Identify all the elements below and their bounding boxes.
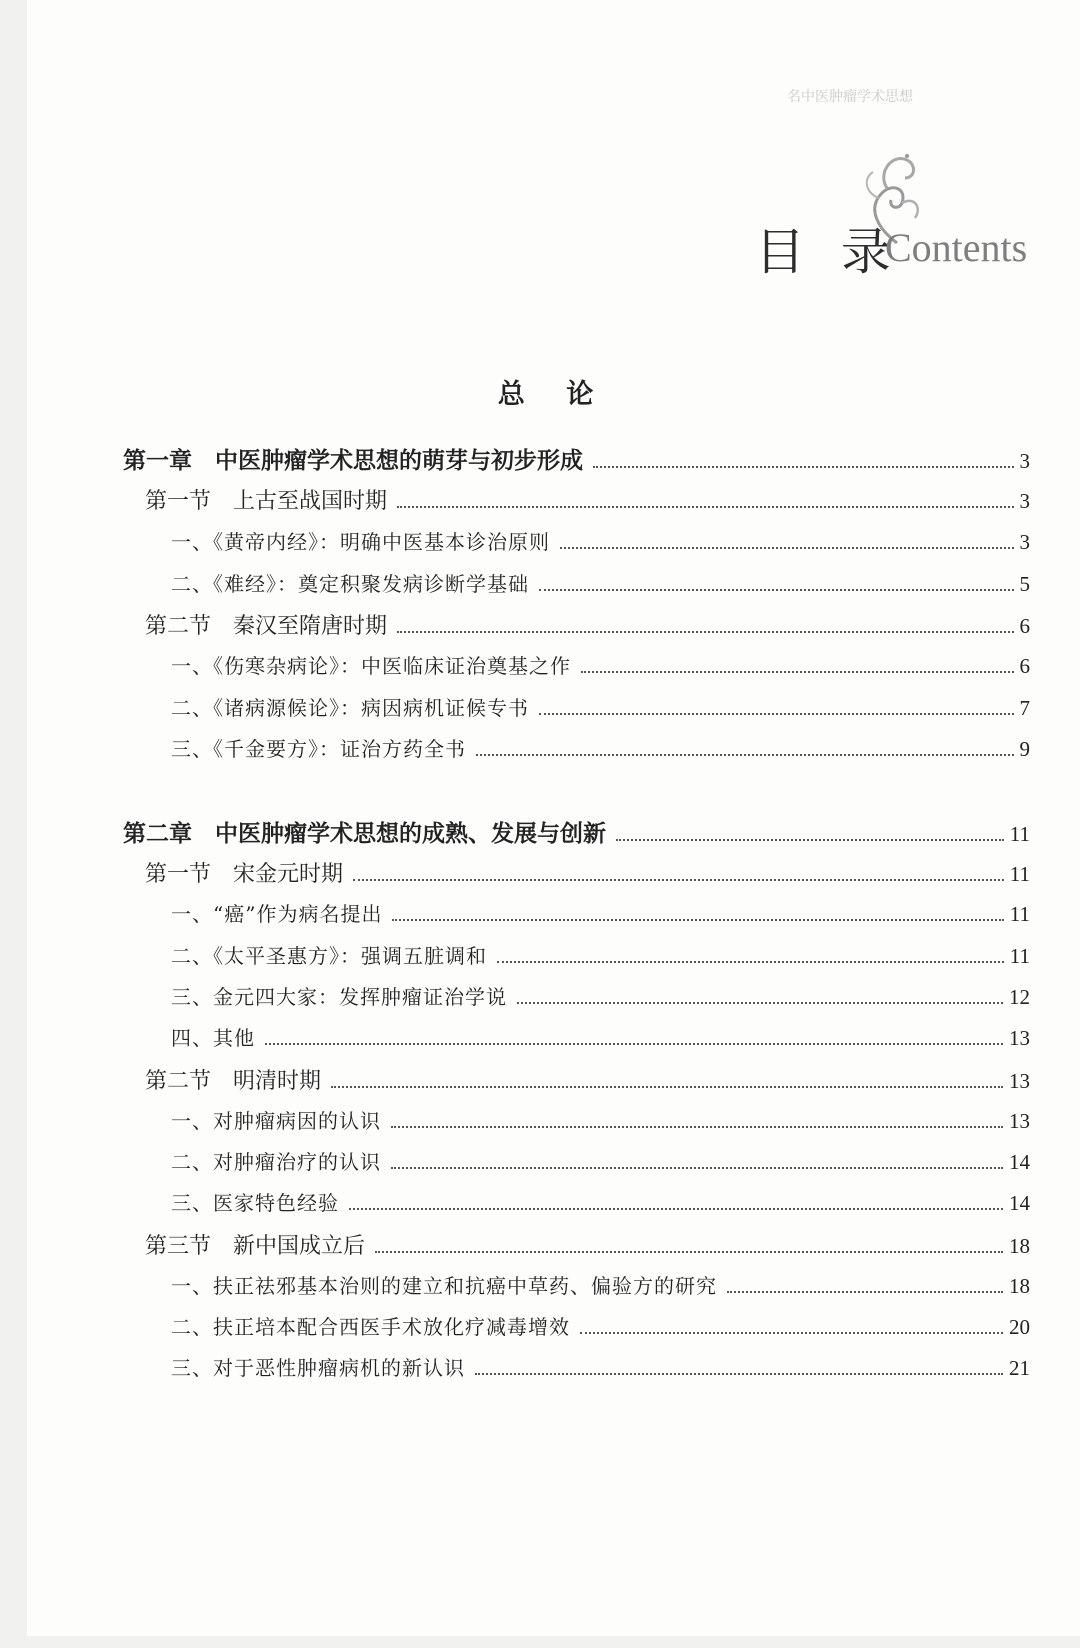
toc-entry-chapter[interactable] <box>123 815 1030 847</box>
toc-page-number: 11 <box>1009 822 1030 846</box>
toc-entry-label: 二、《诸病源候论》：病因病机证候专书 <box>171 696 529 720</box>
toc-entry-label: 一、《黄帝内经》：明确中医基本诊治原则 <box>171 530 550 554</box>
toc-entry-section[interactable] <box>145 1064 1030 1096</box>
leader-dots <box>391 1126 1003 1128</box>
toc-page-number: 11 <box>1009 902 1030 926</box>
leader-dots <box>331 1086 1003 1088</box>
toc-entry-section[interactable] <box>145 1229 1030 1261</box>
toc-page-number: 21 <box>1009 1356 1030 1380</box>
leader-dots <box>517 1002 1003 1004</box>
toc-page-number: 3 <box>1019 449 1030 473</box>
leader-dots <box>475 1373 1003 1375</box>
toc-page-number: 18 <box>1009 1274 1030 1298</box>
toc-page-number: 3 <box>1019 489 1030 513</box>
toc-entry-label: 四、其他 <box>171 1026 255 1050</box>
toc-entry-section[interactable] <box>145 857 1030 889</box>
leader-dots <box>349 1208 1003 1210</box>
leader-dots <box>580 1332 1003 1334</box>
toc-page-number: 5 <box>1019 572 1030 596</box>
toc-page-number: 20 <box>1009 1315 1030 1339</box>
leader-dots <box>560 547 1014 549</box>
leader-dots <box>616 839 1004 841</box>
leader-dots <box>476 754 1014 756</box>
toc-page-number: 12 <box>1009 985 1030 1009</box>
toc-entry-label: 第二节 明清时期 <box>145 1069 322 1094</box>
toc-entry-item[interactable] <box>171 650 1030 682</box>
toc-entry-label: 一、对肿瘤病因的认识 <box>171 1109 381 1133</box>
leader-dots <box>391 1167 1003 1169</box>
toc-page-number: 7 <box>1019 696 1030 720</box>
toc-entry-label: 一、扶正祛邪基本治则的建立和抗癌中草药、偏验方的研究 <box>171 1274 717 1298</box>
toc-page-number: 13 <box>1009 1026 1030 1050</box>
toc-entry-section[interactable] <box>145 609 1030 641</box>
toc-entry-item[interactable] <box>171 692 1030 724</box>
page-title-english: Contents <box>885 225 1028 270</box>
toc-entry-label: 第三节 新中国成立后 <box>145 1234 366 1259</box>
toc-entry-item[interactable] <box>171 981 1030 1013</box>
leader-dots <box>539 589 1014 591</box>
leader-dots <box>397 506 1013 508</box>
leader-dots <box>593 466 1014 468</box>
toc-entry-label: 二、对肿瘤治疗的认识 <box>171 1150 381 1174</box>
toc-page-number: 13 <box>1009 1109 1030 1133</box>
toc-entry-label: 第一章 中医肿瘤学术思想的萌芽与初步形成 <box>123 448 583 474</box>
part-heading: 总 论 <box>497 379 610 410</box>
leader-dots <box>397 631 1013 633</box>
toc-entry-label: 第一节 宋金元时期 <box>145 862 344 887</box>
leader-dots <box>727 1291 1003 1293</box>
toc-entry-item[interactable] <box>171 1146 1030 1178</box>
toc-entry-label: 一、“癌”作为病名提出 <box>171 902 383 926</box>
toc-entry-label: 三、对于恶性肿瘤病机的新认识 <box>171 1356 465 1380</box>
toc-entry-item[interactable] <box>171 940 1030 972</box>
toc-entry-label: 二、《难经》：奠定积聚发病诊断学基础 <box>171 572 529 596</box>
toc-entry-item[interactable] <box>171 1270 1030 1302</box>
leader-dots <box>375 1251 1003 1253</box>
toc-page-number: 6 <box>1019 614 1030 638</box>
toc-entry-label: 第一节 上古至战国时期 <box>145 489 388 514</box>
toc-entry-chapter[interactable] <box>123 442 1030 474</box>
toc-page-number: 3 <box>1019 530 1030 554</box>
toc-entry-item[interactable] <box>171 1022 1030 1054</box>
toc-entry-item[interactable] <box>171 733 1030 765</box>
toc-entry-label: 二、《太平圣惠方》：强调五脏调和 <box>171 944 487 968</box>
toc-entry-item[interactable] <box>171 526 1030 558</box>
leader-dots <box>539 713 1014 715</box>
leader-dots <box>265 1043 1003 1045</box>
toc-entry-item[interactable] <box>171 1311 1030 1343</box>
toc-entry-item[interactable] <box>171 568 1030 600</box>
toc-page-number: 9 <box>1019 737 1030 761</box>
toc-entry-label: 第二节 秦汉至隋唐时期 <box>145 614 388 639</box>
toc-page-number: 13 <box>1009 1069 1030 1093</box>
toc-page-number: 14 <box>1009 1191 1030 1215</box>
toc-entry-label: 第二章 中医肿瘤学术思想的成熟、发展与创新 <box>123 821 606 847</box>
toc-entry-label: 一、《伤寒杂病论》：中医临床证治奠基之作 <box>171 654 571 678</box>
toc-page-number: 11 <box>1009 862 1030 886</box>
leader-dots <box>353 879 1004 881</box>
toc-entry-section[interactable] <box>145 484 1030 516</box>
toc-entry-item[interactable] <box>171 1187 1030 1219</box>
toc-page-number: 11 <box>1009 944 1030 968</box>
toc-entry-item[interactable] <box>171 1352 1030 1384</box>
leader-dots <box>581 671 1014 673</box>
page-title: 目 录 <box>755 223 901 281</box>
toc-entry-item[interactable] <box>171 898 1030 930</box>
toc-entry-item[interactable] <box>171 1105 1030 1137</box>
leader-dots <box>392 919 1003 921</box>
running-head: 名中医肿瘤学术思想 <box>787 89 913 105</box>
toc-entry-label: 三、金元四大家：发挥肿瘤证治学说 <box>171 985 507 1009</box>
toc-page-number: 6 <box>1019 654 1030 678</box>
toc-entry-label: 二、扶正培本配合西医手术放化疗减毒增效 <box>171 1315 570 1339</box>
toc-entry-label: 三、医家特色经验 <box>171 1191 339 1215</box>
document-page <box>27 0 1080 1636</box>
toc-page-number: 18 <box>1009 1234 1030 1258</box>
toc-page-number: 14 <box>1009 1150 1030 1174</box>
leader-dots <box>497 961 1004 963</box>
toc-entry-label: 三、《千金要方》：证治方药全书 <box>171 737 466 761</box>
